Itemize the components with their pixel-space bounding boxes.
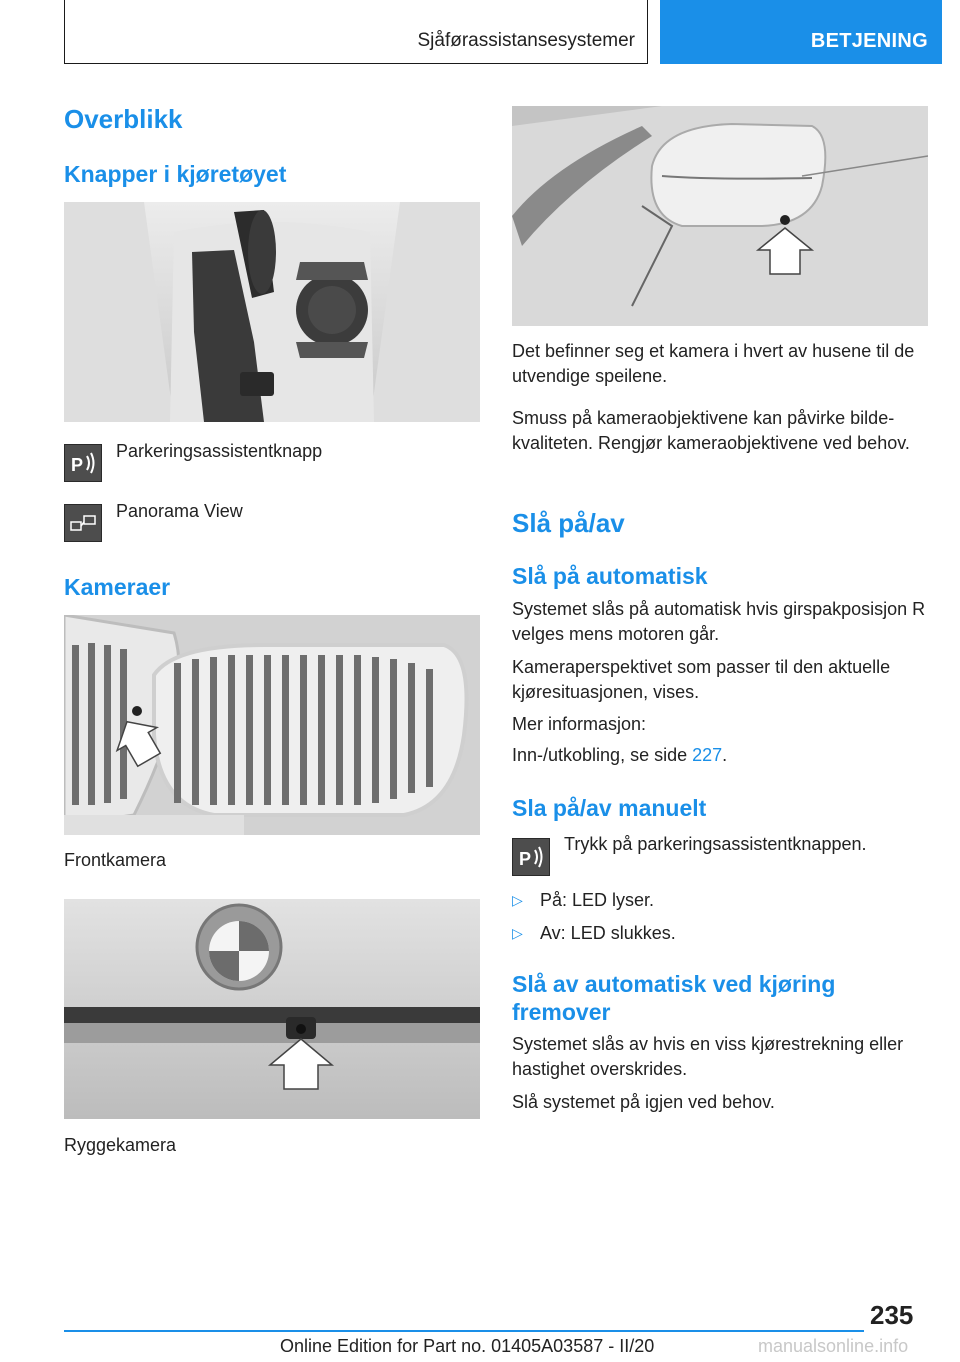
auto-on-paragraph-2: Kameraperspektivet som passer til den aktuelle kjøresituasjonen, vises. (512, 657, 891, 702)
front-camera-photo (64, 615, 480, 835)
cross-reference-prefix: Inn-/utkobling, se side (512, 745, 688, 765)
parking-assist-icon (64, 444, 102, 482)
page-title: Overblikk (64, 104, 183, 134)
cameras-heading: Kameraer (64, 574, 171, 600)
manual-instruction: Trykk på parkeringsassistentknappen. (564, 834, 867, 854)
page-link-227[interactable]: 227 (692, 745, 723, 765)
bullet-item: Av: LED slukkes. (540, 923, 676, 943)
auto-off-heading-line2: fremover (512, 999, 611, 1025)
mirror-paragraph-1: Det befinner seg et kamera i hvert av husene til de utvendige speilene. (512, 341, 915, 386)
mirror-camera-photo (512, 106, 928, 326)
on-off-heading: Slå på/av (512, 508, 625, 538)
auto-off-paragraph-1: Systemet slås av hvis en viss kjørestrekning eller hastighet overskrides. (512, 1034, 904, 1079)
header-section-title: Sjåførassistansesystemer (417, 30, 635, 51)
rear-camera-caption: Ryggekamera (64, 1135, 177, 1155)
page-number: 235 (870, 1300, 914, 1330)
auto-on-heading: Slå på automatisk (512, 563, 708, 589)
panorama-view-icon (64, 504, 102, 542)
auto-off-paragraph-2: Slå systemet på igjen ved behov. (512, 1092, 775, 1112)
bullet-arrow-icon: ▷ (512, 925, 523, 941)
cross-reference (512, 743, 727, 768)
header-chapter-title: BETJENING (810, 30, 928, 52)
legend-label-panorama: Panorama View (116, 501, 243, 521)
footer-edition: Online Edition for Part no. 01405A03587 - II/20 (280, 1336, 655, 1356)
bullet-item: På: LED lyser. (540, 890, 655, 910)
front-camera-caption: Frontkamera (64, 850, 167, 870)
legend-label-parking: Parkeringsassistentknapp (116, 441, 323, 461)
cross-reference-suffix: . (722, 745, 728, 765)
footer-rule (64, 1330, 864, 1332)
parking-assist-icon (512, 838, 550, 876)
console-photo (64, 202, 480, 422)
auto-on-paragraph-3: Mer informasjon: (512, 714, 647, 734)
manual-heading: Sla på/av manuelt (512, 795, 707, 821)
auto-off-heading-line1: Slå av automatisk ved kjøring (512, 971, 836, 997)
header-section-box (64, 0, 648, 64)
mirror-paragraph-2: Smuss på kameraobjektivene kan påvirke bildekvaliteten. Rengjør kameraobjektivene ved behov. (512, 408, 910, 453)
svg-text:P: P (71, 455, 84, 475)
svg-text:P: P (519, 849, 532, 869)
header-chapter-tab (660, 0, 942, 64)
rear-camera-photo (64, 899, 480, 1119)
footer-watermark: manualsonline.info (758, 1336, 909, 1356)
buttons-heading: Knapper i kjøretøyet (64, 161, 287, 187)
auto-on-paragraph-1: Systemet slås på automatisk hvis girspakposisjon R velges mens motoren går. (512, 599, 926, 644)
bullet-arrow-icon: ▷ (512, 892, 523, 908)
